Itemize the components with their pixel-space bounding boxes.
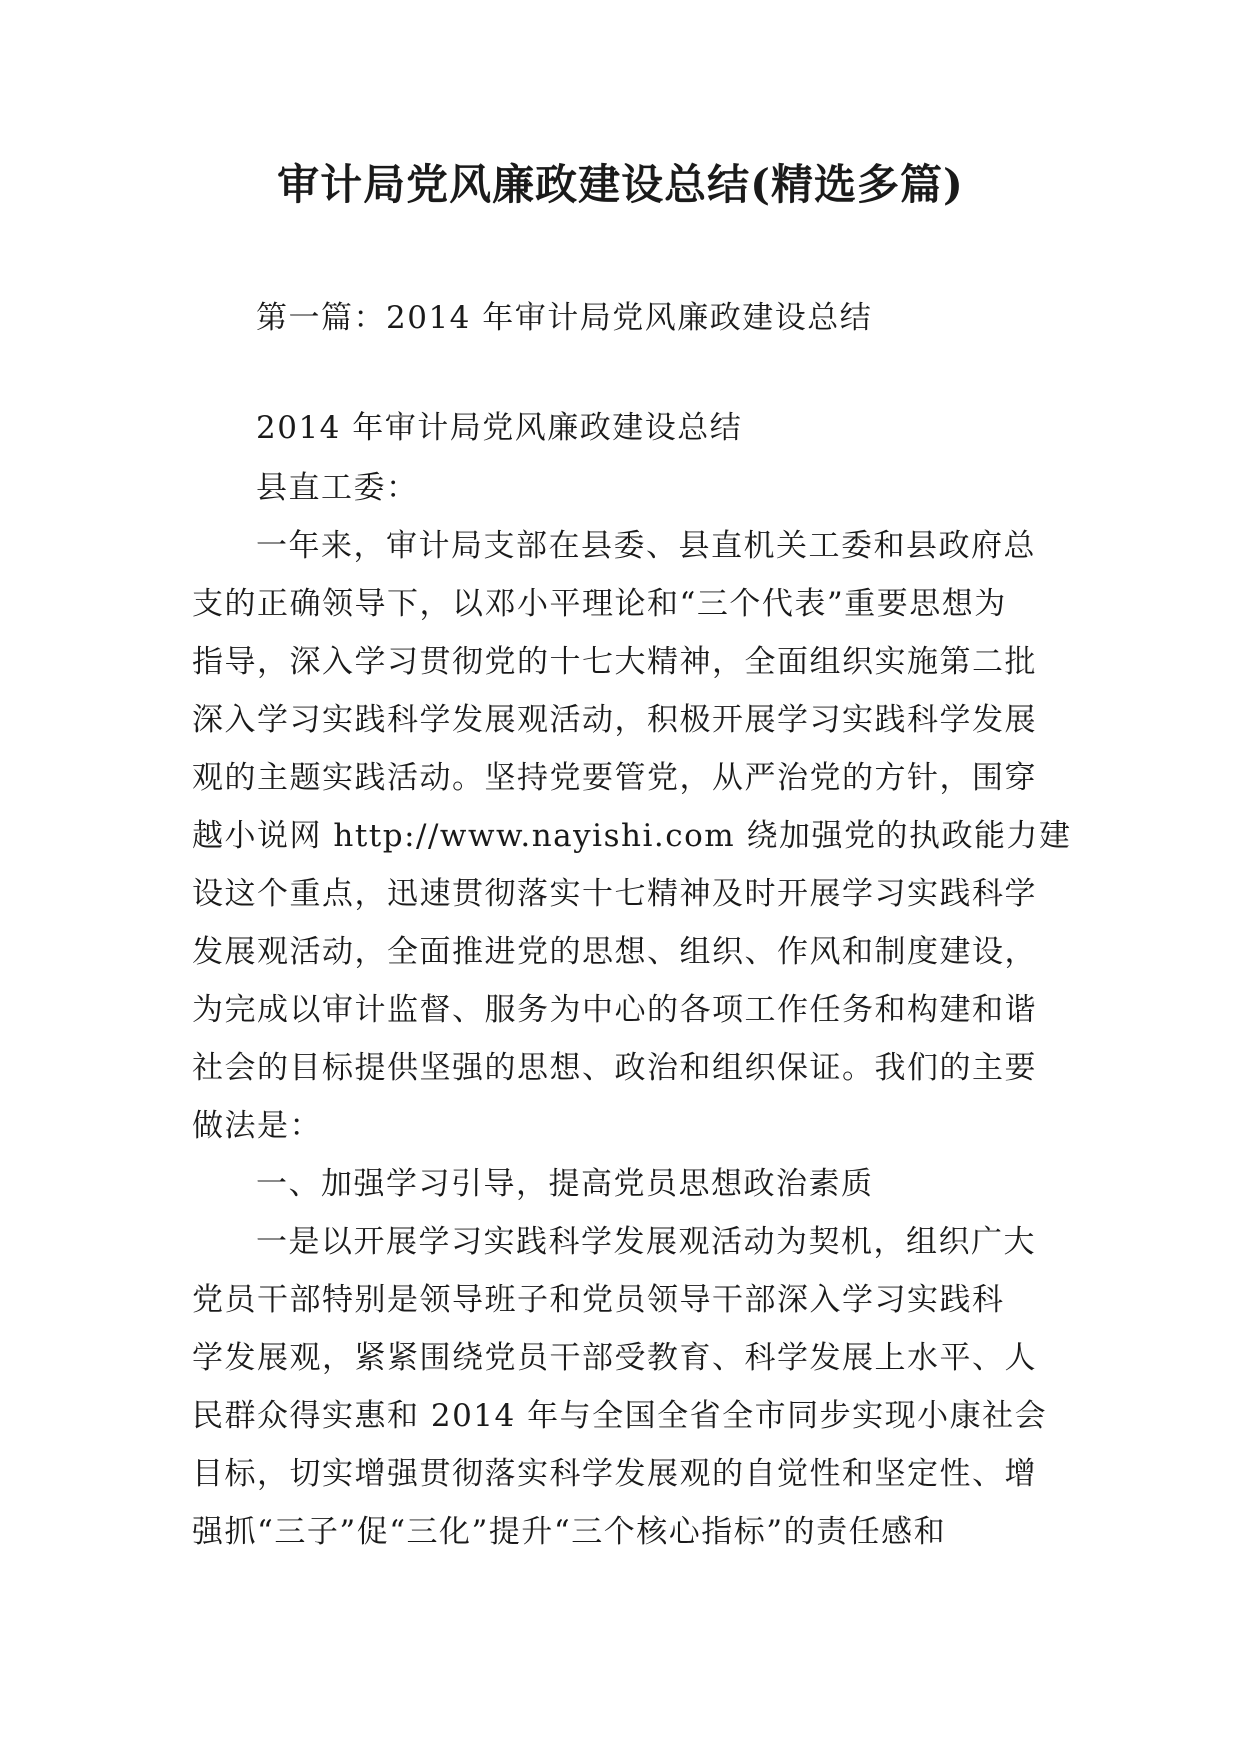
- paragraph-line: 目标，切实增强贯彻落实科学发展观的自觉性和坚定性、增: [192, 1456, 1037, 1492]
- paragraph-line: 党员干部特别是领导班子和党员领导干部深入学习实践科: [192, 1282, 1005, 1318]
- salutation: 县直工委：: [256, 470, 419, 506]
- paragraph-line: 越小说网 http://www.nayishi.com 绕加强党的执政能力建: [192, 818, 1072, 854]
- paragraph-line: 发展观活动，全面推进党的思想、组织、作风和制度建设，: [192, 934, 1037, 970]
- paragraph-line: 学发展观，紧紧围绕党员干部受教育、科学发展上水平、人: [192, 1340, 1037, 1376]
- paragraph-line: 观的主题实践活动。坚持党要管党，从严治党的方针，围穿: [192, 760, 1037, 796]
- paragraph-line: 为完成以审计监督、服务为中心的各项工作任务和构建和谐: [192, 992, 1037, 1028]
- sub-heading: 2014 年审计局党风廉政建设总结: [256, 410, 743, 446]
- paragraph-line: 一年来，审计局支部在县委、县直机关工委和县政府总: [256, 528, 1036, 564]
- document-title: 审计局党风廉政建设总结(精选多篇): [277, 160, 964, 209]
- subsection-heading: 一、加强学习引导，提高党员思想政治素质: [256, 1166, 874, 1202]
- paragraph-line: 强抓“三子”促“三化”提升“三个核心指标”的责任感和: [192, 1514, 947, 1550]
- paragraph-line: 一是以开展学习实践科学发展观活动为契机，组织广大: [256, 1224, 1036, 1260]
- section-heading: 第一篇：2014 年审计局党风廉政建设总结: [256, 300, 873, 336]
- paragraph-line: 支的正确领导下，以邓小平理论和“三个代表”重要思想为: [192, 586, 1007, 622]
- paragraph-line: 指导，深入学习贯彻党的十七大精神，全面组织实施第二批: [192, 644, 1037, 680]
- paragraph-line: 深入学习实践科学发展观活动，积极开展学习实践科学发展: [192, 702, 1037, 738]
- paragraph-line: 设这个重点，迅速贯彻落实十七精神及时开展学习实践科学: [192, 876, 1037, 912]
- paragraph-line: 民群众得实惠和 2014 年与全国全省全市同步实现小康社会: [192, 1398, 1048, 1434]
- paragraph-line: 社会的目标提供坚强的思想、政治和组织保证。我们的主要: [192, 1050, 1037, 1086]
- paragraph-line: 做法是：: [192, 1108, 322, 1144]
